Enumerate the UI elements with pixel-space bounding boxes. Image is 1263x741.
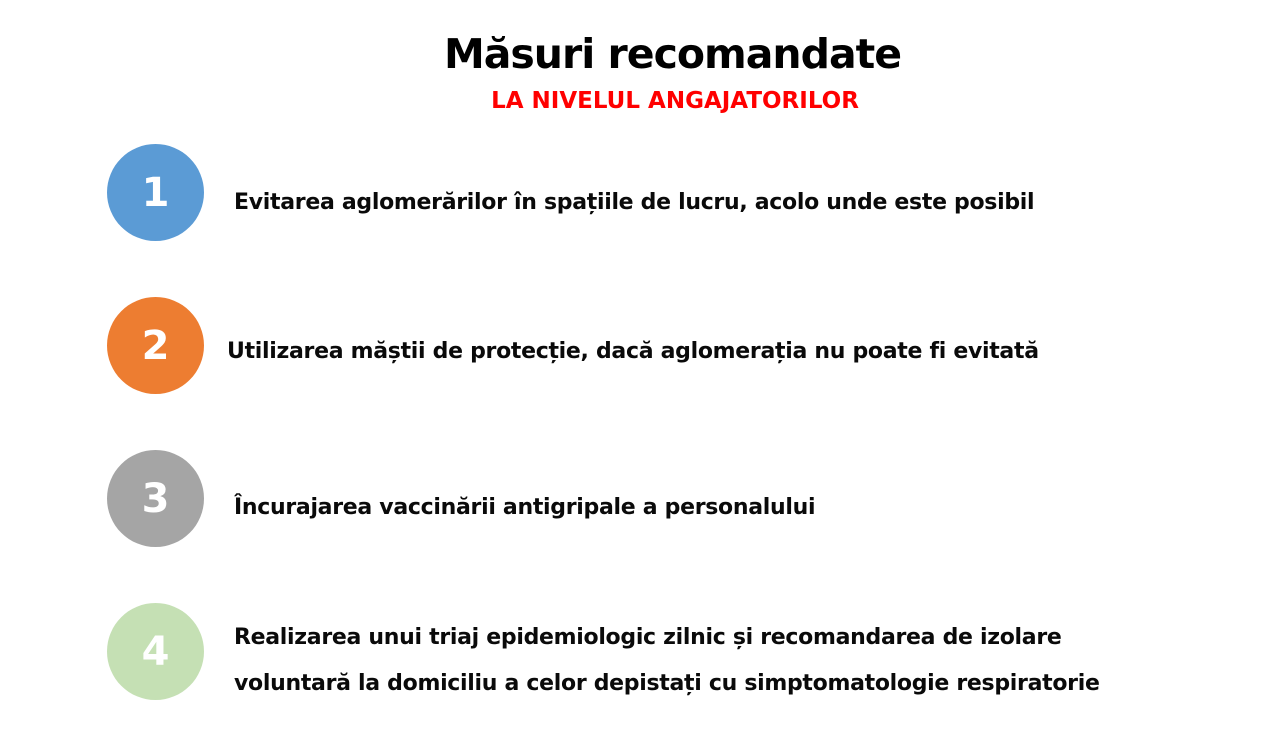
item-3-text: Încurajarea vaccinării antigripale a personalului <box>234 495 816 520</box>
item-4-text-line-2: voluntară la domiciliu a celor depistați cu simptomatologie respiratorie <box>234 671 1100 696</box>
number-badge-2: 2 <box>107 297 204 394</box>
number-badge-3: 3 <box>107 450 204 547</box>
item-4-text-line-1: Realizarea unui triaj epidemiologic zilnic și recomandarea de izolare <box>234 625 1062 650</box>
number-badge-1: 1 <box>107 144 204 241</box>
page-subtitle: LA NIVELUL ANGAJATORILOR <box>491 88 859 114</box>
number-badge-4: 4 <box>107 603 204 700</box>
page-title: Măsuri recomandate <box>443 30 902 78</box>
item-2-text: Utilizarea măștii de protecție, dacă aglomerația nu poate fi evitată <box>227 339 1039 364</box>
item-1-text: Evitarea aglomerărilor în spațiile de lucru, acolo unde este posibil <box>234 190 1035 215</box>
